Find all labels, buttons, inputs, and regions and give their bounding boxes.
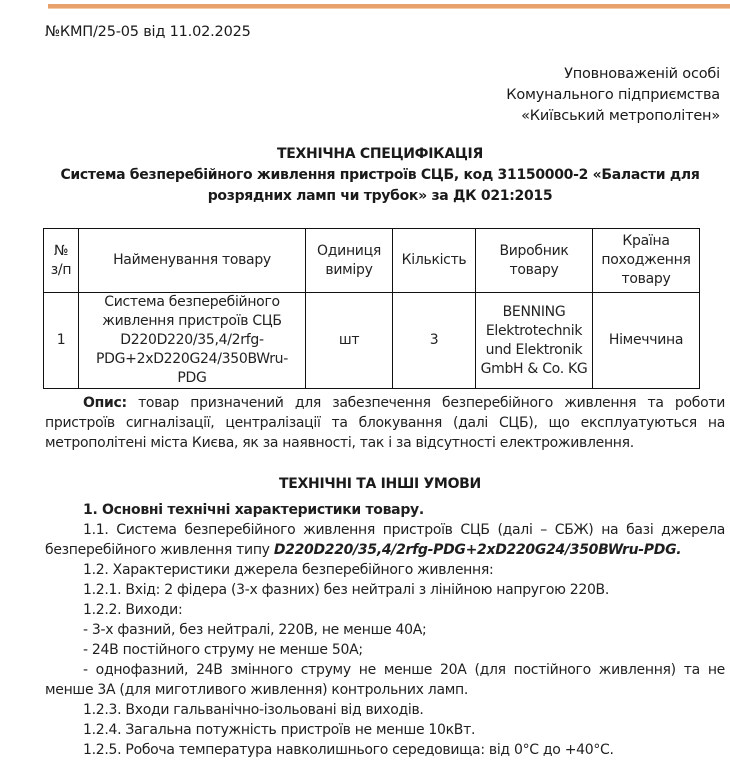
addressee-line: Комунального підприємства xyxy=(506,87,720,103)
cell-number: 1 xyxy=(44,293,79,389)
description-text: товар призначений для забезпечення безперебійного живлення та роботи пристроїв сигналізації, централізації та блокування (далі СЦБ), що експлуатуються на метрополітені міста Києва, як за наявності, так і за відсутності електроживлення. xyxy=(45,395,725,451)
specification-table xyxy=(43,228,700,389)
column-header-name: Найменування товару xyxy=(79,229,306,293)
item-1-2-5: 1.2.5. Робоча температура навколишнього середовища: від 0°С до +40°С. xyxy=(83,742,614,758)
spec-subtitle: Система безперебійного живлення пристроїв СЦБ, код 31150000-2 «Баласти для розрядних ламп чи трубок» за ДК 021:2015 xyxy=(60,167,700,204)
item-1-2-3: 1.2.3. Входи гальванічно-ізольовані від виходів. xyxy=(83,702,424,718)
output-item: - 24В постійного струму не менше 50А; xyxy=(83,642,363,658)
addressee-line: «Київський метрополітен» xyxy=(521,108,720,124)
cell-quantity: 3 xyxy=(393,293,476,389)
column-header-manufacturer: Виробник товару xyxy=(476,229,593,293)
item-1-2-1: 1.2.1. Вхід: 2 фідера (3-х фазних) без нейтралі з лінійною напругою 220В. xyxy=(83,582,610,598)
description-label: Опис: xyxy=(83,395,127,411)
item-1-2: 1.2. Характеристики джерела безперебійного живлення: xyxy=(83,562,494,578)
item-1-1-text: 1.1. Система безперебійного живлення пристроїв СЦБ (далі – СБЖ) на базі джерела безперебійного живлення типу xyxy=(45,522,725,558)
item-1-1 xyxy=(45,520,725,560)
column-header-number: № з/п xyxy=(44,229,79,293)
table-header-row xyxy=(44,229,700,293)
cell-country: Німеччина xyxy=(593,293,700,389)
output-item: - 3-х фазний, без нейтралі, 220В, не менше 40А; xyxy=(83,622,427,638)
header-decorative-rule xyxy=(48,4,730,9)
description-paragraph xyxy=(45,393,725,453)
document-number: №КМП/25-05 від 11.02.2025 xyxy=(45,24,251,40)
cell-unit: шт xyxy=(306,293,393,389)
addressee-line: Уповноваженій особі xyxy=(564,66,720,82)
column-header-quantity: Кількість xyxy=(393,229,476,293)
output-item-single-phase: - однофазний, 24В змінного струму не менше 20А (для постійного живлення) та не менше 3А (для миготливого живлення) контрольних ламп. xyxy=(45,662,725,698)
item-1-2-2: 1.2.2. Виходи: xyxy=(83,602,183,618)
spec-heading: ТЕХНІЧНА СПЕЦИФІКАЦІЯ xyxy=(277,146,483,162)
addressee-block xyxy=(506,64,720,127)
conditions-heading: ТЕХНІЧНІ ТА ІНШІ УМОВИ xyxy=(279,476,481,492)
item-1-2-4: 1.2.4. Загальна потужність пристроїв не менше 10кВт. xyxy=(83,722,476,738)
specification-title xyxy=(40,144,720,207)
cell-name: Система безперебійного живлення пристроїв СЦБ D220D220/35,4/2rfg-PDG+2xD220G24/350BWru-PDG xyxy=(79,293,306,389)
item-1-1-model: D220D220/35,4/2rfg-PDG+2xD220G24/350BWru-PDG. xyxy=(273,542,682,558)
section-1-title: 1. Основні технічні характеристики товару. xyxy=(83,502,424,518)
conditions-body xyxy=(45,500,725,760)
table-row xyxy=(44,293,700,389)
cell-manufacturer: BENNING Elektrotechnik und Elektronik GmbH & Co. KG xyxy=(476,293,593,389)
column-header-unit: Одиниця виміру xyxy=(306,229,393,293)
column-header-country: Країна походження товару xyxy=(593,229,700,293)
